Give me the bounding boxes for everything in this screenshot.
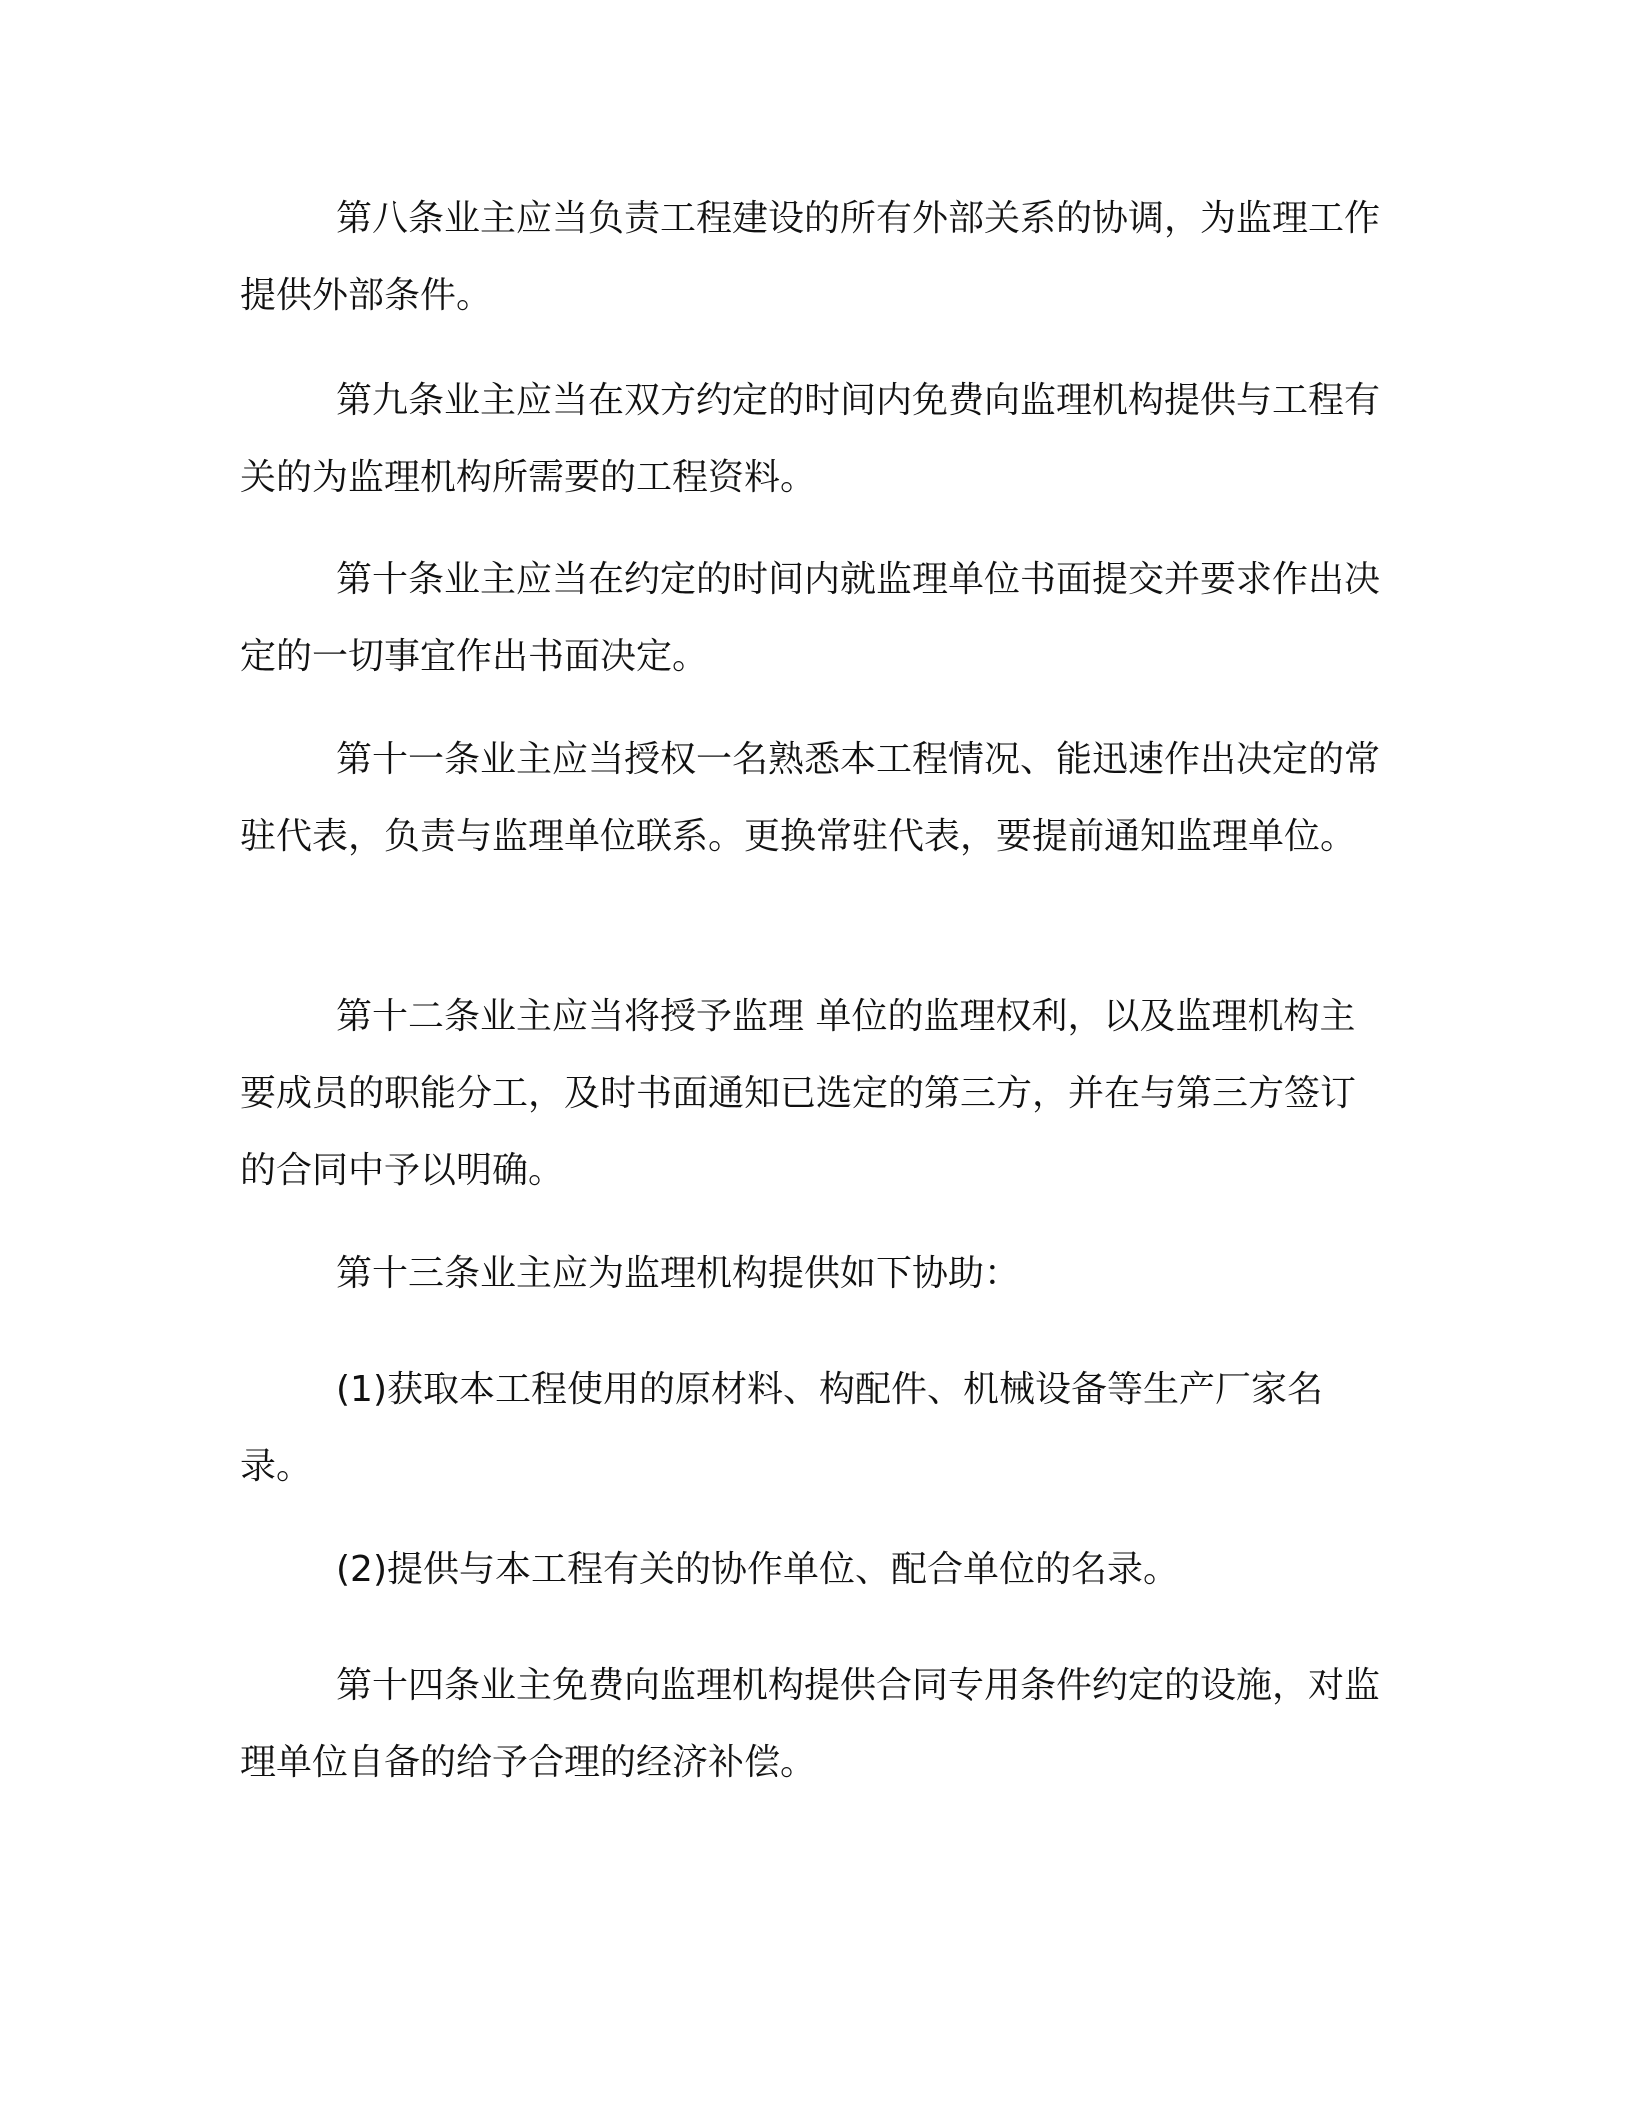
paragraph-item-1: (1)获取本工程使用的原材料、构配件、机械设备等生产厂家名录。 — [240, 1369, 1323, 1487]
paragraph-article-13: 第十三条业主应为监理机构提供如下协助： — [336, 1253, 1021, 1294]
paragraph-article-10: 第十条业主应当在约定的时间内就监理单位书面提交并要求作出决定的一切事宜作出书面决定。 — [240, 559, 1381, 677]
paragraph-article-12: 第十二条业主应当将授予监理 单位的监理权利，以及监理机构主要成员的职能分工，及时书面通知已选定的第三方，并在与第三方签订的合同中予以明确。 — [240, 996, 1357, 1191]
paragraph-article-9: 第九条业主应当在双方约定的时间内免费向监理机构提供与工程有关的为监理机构所需要的工程资料。 — [240, 380, 1381, 498]
paragraph-article-14: 第十四条业主免费向监理机构提供合同专用条件约定的设施，对监理单位自备的给予合理的经济补偿。 — [240, 1665, 1381, 1783]
paragraph-article-11: 第十一条业主应当授权一名熟悉本工程情况、能迅速作出决定的常驻代表，负责与监理单位联系。更换常驻代表，要提前通知监理单位。 — [240, 739, 1381, 857]
paragraph-item-2: (2)提供与本工程有关的协作单位、配合单位的名录。 — [336, 1549, 1179, 1590]
paragraph-article-8: 第八条业主应当负责工程建设的所有外部关系的协调，为监理工作提供外部条件。 — [240, 198, 1381, 316]
